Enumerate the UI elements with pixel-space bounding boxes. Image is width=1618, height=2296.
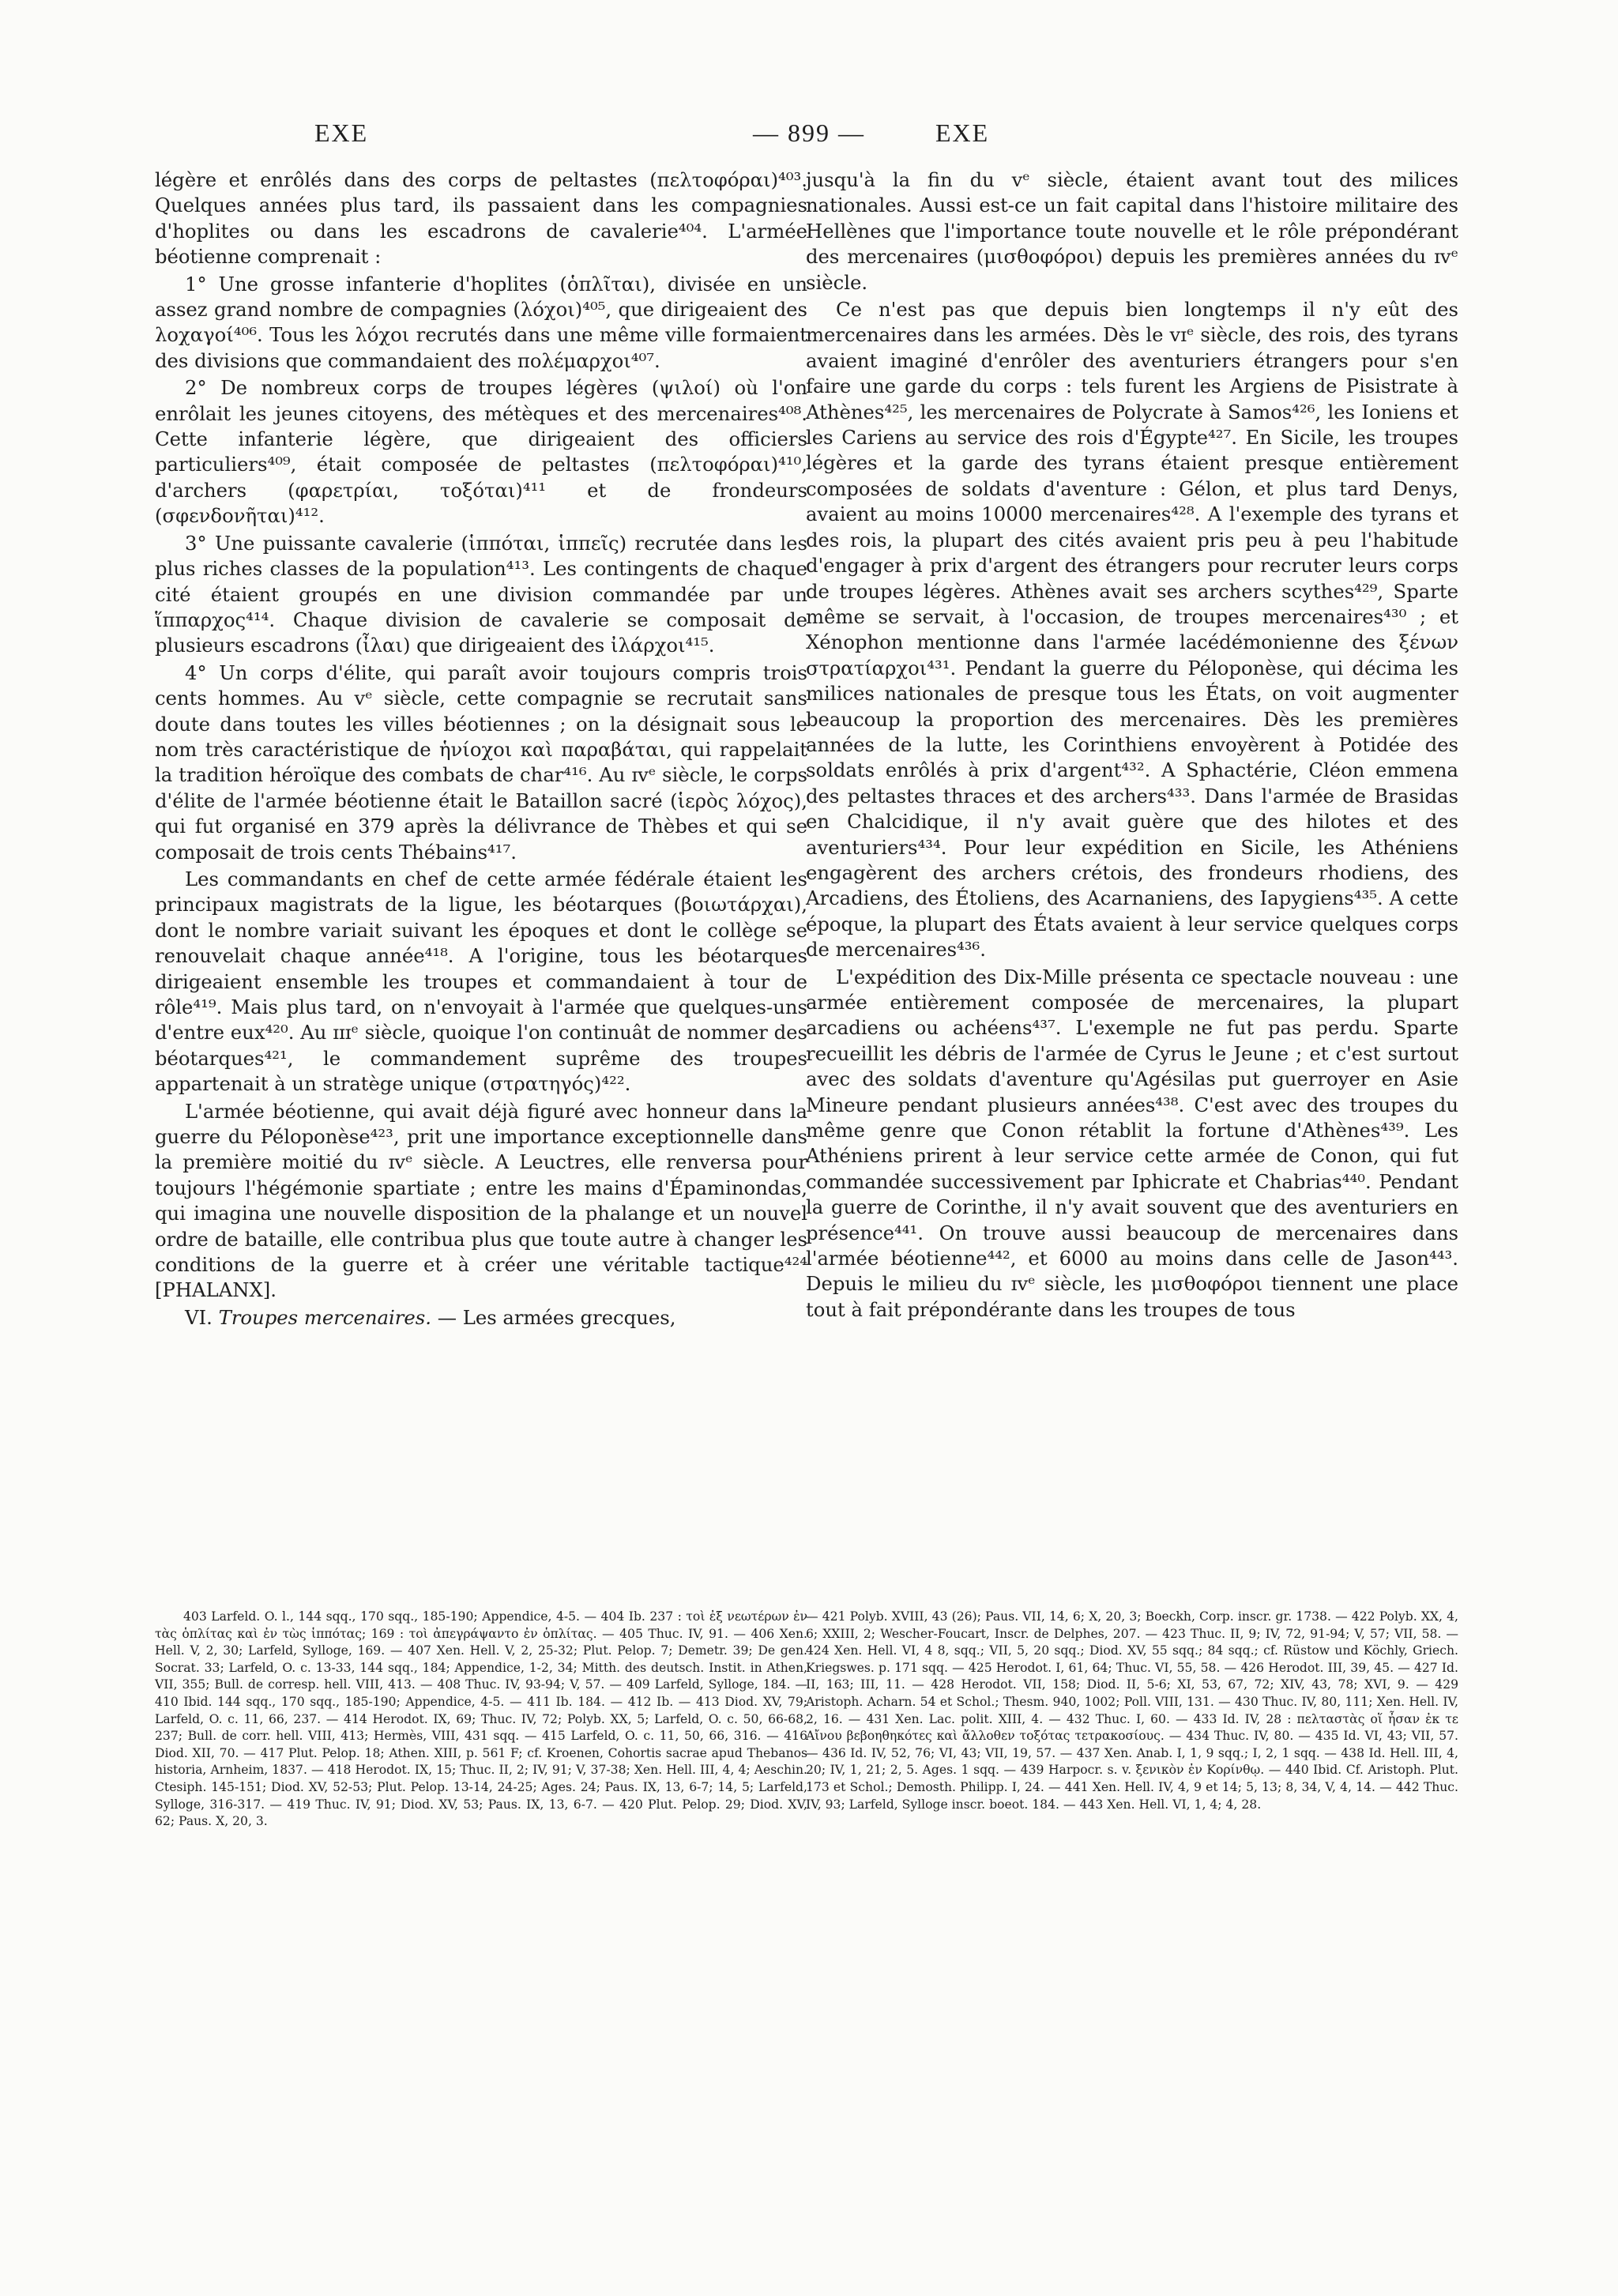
paragraph: 1° Une grosse infanterie d'hoplites (ὁπλῖται), divisée en un assez grand nombre de compagnies (λόχοι)⁴⁰⁵, que dirigeaient des λοχαγοί⁴⁰⁶. Tous les λόχοι recrutés dans une même ville formaient des divisions que commandaient des πολέμαρχοι⁴⁰⁷.	[155, 272, 807, 372]
footnote-block: — 421 Polyb. XVIII, 43 (26); Paus. VII, 14, 6; X, 20, 3; Boeckh, Corp. inscr. gr. 1738. — 422 Polyb. XX, 4, 6; XXIII, 2; Wescher-Foucart, Inscr. de Delphes, 207. — 423 Thuc. II, 9; IV, 72, 91-94; V, 57; VII, 58. — 424 Xen. Hell. VI, 4 8, sqq.; VII, 5, 20 sqq.; Diod. XV, 55 sqq.; 84 sqq.; cf. Rüstow und Köchly, Griech. Kriegswes. p. 171 sqq. — 425 Herodot. I, 61, 64; Thuc. VI, 55, 58. — 426 Herodot. III, 39, 45. — 427 Id. II, 163; III, 11. — 428 Herodot. VII, 158; Diod. II, 5-6; XI, 53, 67, 72; XIV, 43, 78; XVI, 9. — 429 Aristoph. Acharn. 54 et Schol.; Thesm. 940, 1002; Poll. VIII, 131. — 430 Thuc. IV, 80, 111; Xen. Hell. IV, 2, 16. — 431 Xen. Lac. polit. XIII, 4. — 432 Thuc. I, 60. — 433 Id. IV, 28 : πελταστὰς οἵ ἦσαν ἐκ τε Αἴνου βεβοηθηκότες καὶ ἄλλοθεν τοξότας τετρακοσίους. — 434 Thuc. IV, 80. — 435 Id. VI, 43; VII, 57. — 436 Id. IV, 52, 76; VI, 43; VII, 19, 57. — 437 Xen. Anab. I, 1, 9 sqq.; I, 2, 1 sqq. — 438 Id. Hell. III, 4, 20; IV, 1, 21; 2, 5. Ages. 1 sqq. — 439 Harpocr. s. v. ξενικὸν ἐν Κορίνθῳ. — 440 Ibid. Cf. Aristoph. Plut. 173 et Schol.; Demosth. Philipp. I, 24. — 441 Xen. Hell. IV, 4, 9 et 14; 5, 13; 8, 34, V, 4, 14. — 442 Thuc. IV, 93; Larfeld, Sylloge inscr. boeot. 184. — 443 Xen. Hell. VI, 1, 4; 4, 28.	[806, 1609, 1458, 1812]
paragraph: Ce n'est pas que depuis bien longtemps il n'y eût des mercenaires dans les armées. Dès le ᴠɪᵉ siècle, des rois, des tyrans avaient imaginé d'enrôler des aventuriers étrangers pour s'en faire une garde du corps : tels furent les Argiens de Pisistrate à Athènes⁴²⁵, les mercenaires de Polycrate à Samos⁴²⁶, les Ioniens et les Cariens au service des rois d'Égypte⁴²⁷. En Sicile, les troupes légères et la garde des tyrans étaient presque entièrement composées de soldats d'aventure : Gélon, et plus tard Denys, avaient au moins 10000 mercenaires⁴²⁸. A l'exemple des tyrans et des rois, la plupart des cités avaient pris peu à peu l'habitude d'engager à prix d'argent des étrangers pour recruter leurs corps de troupes légères. Athènes avait ses archers scythes⁴²⁹, Sparte même se servait, à l'occasion, de troupes mercenaires⁴³⁰ ; et Xénophon mentionne dans l'armée lacédémonienne des ξένων στρατίαρχοι⁴³¹. Pendant la guerre du Péloponèse, qui décima les milices nationales de presque tous les États, on voit augmenter beaucoup la proportion des mercenaires. Dès les premières années de la lutte, les Corinthiens envoyèrent à Potidée des soldats enrôlés à prix d'argent⁴³². A Sphactérie, Cléon emmena des peltastes thraces et des archers⁴³³. Dans l'armée de Brasidas en Chalcidique, il n'y avait guère que des hilotes et des aventuriers⁴³⁴. Pour leur expédition en Sicile, les Athéniens engagèrent des archers crétois, des frondeurs rhodiens, des Arcadiens, des Étoliens, des Acarnaniens, des Iapygiens⁴³⁵. A cette époque, la plupart des États avaient à leur service quelques corps de mercenaires⁴³⁶.	[806, 298, 1458, 962]
paragraph: L'armée béotienne, qui avait déjà figuré avec honneur dans la guerre du Péloponèse⁴²³, prit une importance exceptionnelle dans la première moitié du ɪᴠᵉ siècle. A Leuctres, elle renversa pour toujours l'hégémonie spartiate ; entre les mains d'Épaminondas, qui imagina une nouvelle disposition de la phalange et un nouvel ordre de bataille, elle contribua plus que toute autre à changer les conditions de la guerre et à créer une véritable tactique⁴²⁴ [PHALANX].	[155, 1099, 807, 1302]
footnotes-left	[155, 1609, 807, 1831]
paragraph: 2° De nombreux corps de troupes légères (ψιλοί) où l'on enrôlait les jeunes citoyens, des métèques et des mercenaires⁴⁰⁸. Cette infanterie légère, que dirigeaient des officiers particuliers⁴⁰⁹, était composée de peltastes (πελτοφόραι)⁴¹⁰, d'archers (φαρετρίαι, τοξόται)⁴¹¹ et de frondeurs (σφενδονῆται)⁴¹².	[155, 376, 807, 528]
left-column	[155, 167, 807, 1331]
paragraph: légère et enrôlés dans des corps de peltastes (πελτοφόραι)⁴⁰³. Quelques années plus tard, ils passaient dans les compagnies d'hoplites ou dans les escadrons de cavalerie⁴⁰⁴. L'armée béotienne comprenait :	[155, 168, 807, 269]
header-entry-left: EXE	[314, 119, 369, 147]
section-title: Troupes mercenaires.	[218, 1305, 431, 1329]
paragraph: L'expédition des Dix-Mille présenta ce spectacle nouveau : une armée entièrement composée de mercenaires, la plupart arcadiens ou achéens⁴³⁷. L'exemple ne fut pas perdu. Sparte recueillit les débris de l'armée de Cyrus le Jeune ; et c'est surtout avec des soldats d'aventure qu'Agésilas put guerroyer en Asie Mineure pendant plusieurs années⁴³⁸. C'est avec des troupes du même genre que Conon rétablit la fortune d'Athènes⁴³⁹. Les Athéniens prirent à leur service cette armée de Conon, qui fut commandée successivement par Iphicrate et Chabrias⁴⁴⁰. Pendant la guerre de Corinthe, il n'y avait souvent que des aventuriers en présence⁴⁴¹. On trouve aussi beaucoup de mercenaires dans l'armée béotienne⁴⁴², et 6000 au moins dans celle de Jason⁴⁴³. Depuis le milieu du ɪᴠᵉ siècle, les μισθοφόροι tiennent une place tout à fait prépondérante dans les troupes de tous	[806, 965, 1458, 1321]
section-number: VI.	[185, 1305, 213, 1329]
section-heading-paragraph	[155, 1305, 807, 1331]
paragraph: Les commandants en chef de cette armée fédérale étaient les principaux magistrats de la ligue, les béotarques (βοιωτάρχαι), dont le nombre variait suivant les époques et dont le collège se renouvelait chaque année⁴¹⁸. A l'origine, tous les béotarques dirigeaient ensemble les troupes et commandaient à tour de rôle⁴¹⁹. Mais plus tard, on n'envoyait à l'armée que quelques-uns d'entre eux⁴²⁰. Au ɪɪɪᵉ siècle, quoique l'on continuât de nommer des béotarques⁴²¹, le commandement suprême des troupes appartenait à un stratège unique (στρατηγός)⁴²².	[155, 867, 807, 1096]
page-header	[0, 119, 1618, 155]
header-page-number: — 899 —	[753, 119, 865, 147]
footnote-block: 403 Larfeld. O. l., 144 sqq., 170 sqq., 185-190; Appendice, 4-5. — 404 Ib. 237 : τοὶ ἐξ νεωτέρων ἐν τὰς ὁπλίτας καὶ ἐν τὼς ἱππότας; 169 : τοὶ ἀπεγράψαντο ἐν ὁπλίτας. — 405 Thuc. IV, 91. — 406 Xen. Hell. V, 2, 30; Larfeld, Sylloge, 169. — 407 Xen. Hell. V, 2, 25-32; Plut. Pelop. 7; Demetr. 39; De gen. Socrat. 33; Larfeld, O. c. 13-33, 144 sqq., 184; Appendice, 1-2, 34; Mitth. des deutsch. Instit. in Athen, VII, 355; Bull. de corresp. hell. VIII, 413. — 408 Thuc. IV, 93-94; V, 57. — 409 Larfeld, Sylloge, 184. — 410 Ibid. 144 sqq., 170 sqq., 185-190; Appendice, 4-5. — 411 Ib. 184. — 412 Ib. — 413 Diod. XV, 79; Larfeld, O. c. 11, 66, 237. — 414 Herodot. IX, 69; Thuc. IV, 72; Polyb. XX, 5; Larfeld, O. c. 50, 66-68, 237; Bull. de corr. hell. VIII, 413; Hermès, VIII, 431 sqq. — 415 Larfeld, O. c. 11, 50, 66, 316. — 416 Diod. XII, 70. — 417 Plut. Pelop. 18; Athen. XIII, p. 561 F; cf. Kroenen, Cohortis sacrae apud Thebanos historia, Arnheim, 1837. — 418 Herodot. IX, 15; Thuc. II, 2; IV, 91; V, 37-38; Xen. Hell. III, 4, 4; Aeschin. Ctesiph. 145-151; Diod. XV, 52-53; Plut. Pelop. 13-14, 24-25; Ages. 24; Paus. IX, 13, 6-7; 14, 5; Larfeld, Sylloge, 316-317. — 419 Thuc. IV, 91; Diod. XV, 53; Paus. IX, 13, 6-7. — 420 Plut. Pelop. 29; Diod. XV, 62; Paus. X, 20, 3.	[155, 1609, 807, 1829]
footnotes-right	[806, 1609, 1458, 1813]
paragraph: 4° Un corps d'élite, qui paraît avoir toujours compris trois cents hommes. Au vᵉ siècle, cette compagnie se recrutait sans doute dans toutes les villes béotiennes ; on la désignait sous le nom très caractéristique de ἡνίοχοι καὶ παραβάται, qui rappelait la tradition héroïque des combats de char⁴¹⁶. Au ɪᴠᵉ siècle, le corps d'élite de l'armée béotienne était le Bataillon sacré (ἱερὸς λόχος), qui fut organisé en 379 après la délivrance de Thèbes et qui se composait de trois cents Thébains⁴¹⁷.	[155, 661, 807, 864]
paragraph: jusqu'à la fin du vᵉ siècle, étaient avant tout des milices nationales. Aussi est-ce un fait capital dans l'histoire militaire des Hellènes que l'importance toute nouvelle et le rôle prépondérant des mercenaires (μισθοφόροι) depuis les premières années du ɪᴠᵉ siècle.	[806, 168, 1458, 294]
paragraph: 3° Une puissante cavalerie (ἱππόται, ἱππεῖς) recrutée dans les plus riches classes de la population⁴¹³. Les contingents de chaque cité étaient groupés en une division commandée par un ἵππαρχος⁴¹⁴. Chaque division de cavalerie se composait de plusieurs escadrons (ἶλαι) que dirigeaient des ἰλάρχοι⁴¹⁵.	[155, 531, 807, 657]
section-text: — Les armées grecques,	[437, 1305, 676, 1329]
header-entry-right: EXE	[935, 119, 990, 147]
right-column	[806, 167, 1458, 1323]
